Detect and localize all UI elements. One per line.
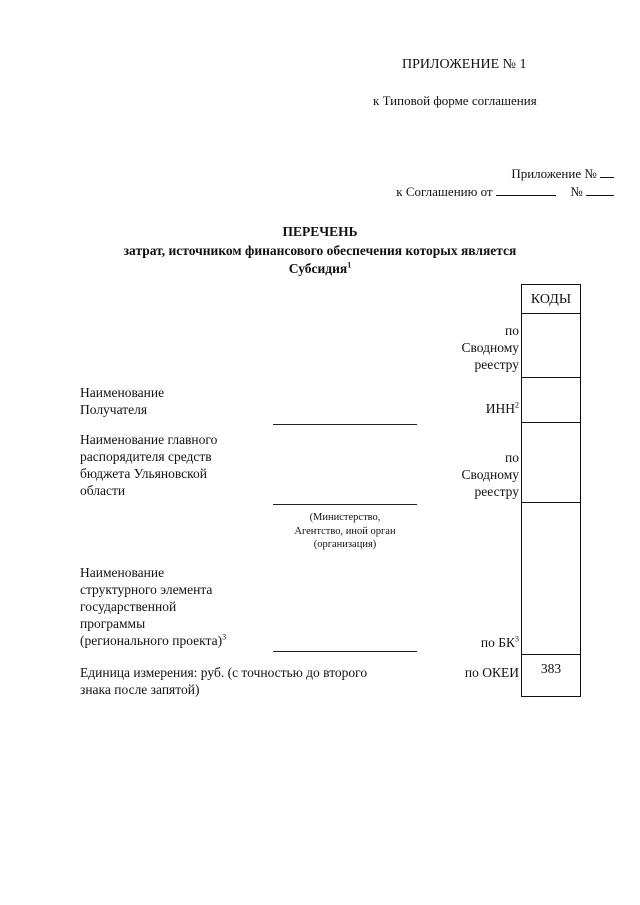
- svodny-label-2-line2: Сводному: [461, 467, 519, 482]
- inn-text: ИНН: [485, 401, 515, 416]
- caption-line3: (организация): [313, 539, 377, 550]
- doc-title-line3: [0, 261, 640, 277]
- caption-line1: (Министерство,: [309, 512, 381, 523]
- subsidy-word: Субсидия: [288, 261, 348, 276]
- doc-title-line2: затрат, источником финансового обеспечения которых является: [123, 243, 517, 258]
- program-name-line1: Наименование: [80, 565, 165, 580]
- manager-name-line2: распорядителя средств: [80, 449, 212, 464]
- footnote-3a: 3: [222, 632, 227, 642]
- recipient-name-line1: Наименование: [80, 385, 165, 400]
- okei-label: по ОКЕИ: [464, 665, 519, 680]
- codes-column: [521, 284, 581, 697]
- unit-label: [80, 664, 367, 698]
- svodny-label-1-line1: по: [505, 323, 519, 338]
- svodny-label-1-line2: Сводному: [461, 340, 519, 355]
- code-cell-okei: 383: [521, 655, 581, 697]
- code-cell-svodny-2: [521, 423, 581, 503]
- footnote-1: 1: [347, 260, 352, 270]
- svodny-label-2-line3: реестру: [474, 484, 519, 499]
- program-name-label: [80, 564, 226, 649]
- svodny-label-2: [420, 449, 519, 500]
- doc-title: ПЕРЕЧЕНЬ: [282, 224, 358, 239]
- manager-name-line4: области: [80, 483, 126, 498]
- appendix-title: ПРИЛОЖЕНИЕ № 1: [402, 57, 527, 72]
- program-name-line5: [80, 632, 226, 649]
- agreement-ref-line: [396, 183, 614, 200]
- program-name-last: (регионального проекта): [80, 633, 223, 648]
- footnote-2: 2: [515, 400, 519, 410]
- appendix-subtitle: к Типовой форме соглашения: [373, 93, 537, 108]
- codes-header: КОДЫ: [521, 284, 581, 314]
- bk-label: [430, 634, 519, 651]
- program-field-line[interactable]: [273, 651, 417, 652]
- program-name-line3: государственной: [80, 599, 177, 614]
- appendix-number-blank: [600, 165, 614, 178]
- unit-line2: знака после запятой): [80, 682, 200, 697]
- bk-text: по БК: [480, 635, 515, 650]
- agreement-date-blank: [496, 183, 556, 196]
- agreement-ref-prefix: к Соглашению от: [396, 184, 493, 199]
- agreement-number-blank: [586, 183, 614, 196]
- recipient-name-line2: Получателя: [80, 402, 148, 417]
- footnote-3b: 3: [515, 634, 519, 644]
- svodny-label-1-line3: реестру: [474, 357, 519, 372]
- agreement-number-label: №: [570, 184, 583, 199]
- caption-line2: Агентство, иной орган: [294, 525, 396, 537]
- program-name-line4: программы: [80, 616, 146, 631]
- manager-name-line3: бюджета Ульяновской: [80, 466, 207, 481]
- agreement-appendix-label: Приложение №: [511, 166, 597, 181]
- program-name-line2: структурного элемента: [80, 582, 213, 597]
- manager-field-caption: [276, 511, 414, 552]
- manager-name-label: [80, 431, 217, 499]
- recipient-field-line[interactable]: [273, 424, 417, 425]
- manager-field-line[interactable]: [273, 504, 417, 505]
- code-cell-svodny-1: [521, 314, 581, 378]
- code-cell-inn: [521, 378, 581, 423]
- svodny-label-2-line1: по: [505, 450, 519, 465]
- agreement-appendix-line: [511, 165, 614, 182]
- inn-label: [440, 400, 519, 417]
- svodny-label-1: [420, 322, 519, 373]
- code-cell-bk: [521, 503, 581, 655]
- unit-line1: Единица измерения: руб. (с точностью до второго: [80, 665, 368, 680]
- recipient-name-label: [80, 384, 164, 418]
- manager-name-line1: Наименование главного: [80, 432, 218, 447]
